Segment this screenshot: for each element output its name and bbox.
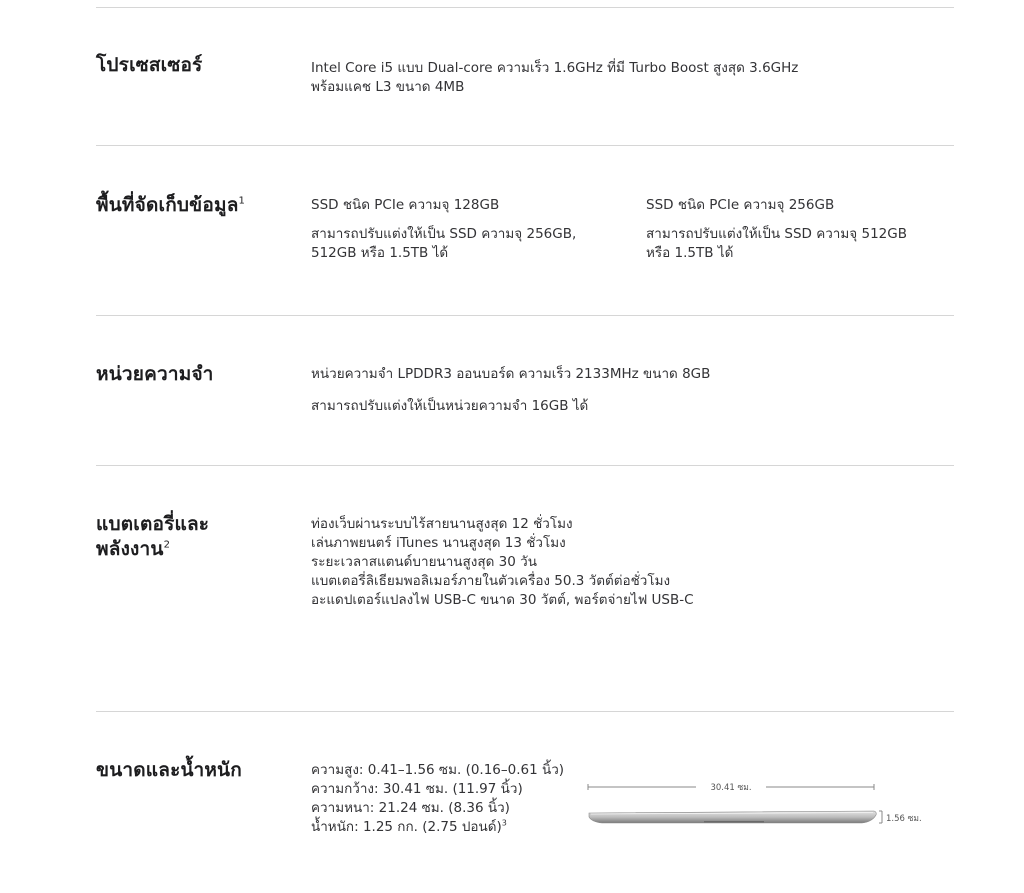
storage-option-2-title: SSD ชนิด PCIe ความจุ 256GB [646,197,835,213]
battery-heading-line-2: พลังงาน [96,538,164,560]
storage-heading-text: พื้นที่จัดเก็บข้อมูล [96,194,239,216]
storage-option-1-line-2: 512GB หรือ 1.5TB ได้ [311,245,449,261]
laptop-side-profile-diagram [586,758,946,838]
laptop-profile-icon [589,811,876,823]
memory-line-2: สามารถปรับแต่งให้เป็นหน่วยความจำ 16GB ได้ [311,398,589,414]
battery-footnote: 2 [163,539,171,551]
battery-item-capacity: แบตเตอรี่ลิเธียมพอลิเมอร์ภายในตัวเครื่อง 50.3 วัตต์ต่อชั่วโมง [311,573,671,589]
storage-option-1-line-1: สามารถปรับแต่งให้เป็น SSD ความจุ 256GB, [311,226,577,242]
divider-battery [96,465,954,466]
battery-item-standby: ระยะเวลาสแตนด์บายนานสูงสุด 30 วัน [311,554,537,570]
weight-footnote: 3 [501,818,507,828]
processor-line-1: Intel Core i5 แบบ Dual-core ความเร็ว 1.6GHz ที่มี Turbo Boost สูงสุด 3.6GHz [311,60,799,76]
storage-option-1 [311,196,631,263]
size-weight-value: น้ำหนัก: 1.25 กก. (2.75 ปอนด์) [311,819,502,835]
battery-heading-line-1: แบตเตอรี่และ [96,513,210,535]
height-dimension [879,811,922,824]
memory-details [311,365,931,416]
width-dimension [588,783,874,793]
battery-list [311,515,931,610]
storage-option-2-line-2: หรือ 1.5TB ได้ [646,245,734,261]
battery-heading [96,512,296,562]
divider-size [96,711,954,712]
size-depth: ความหนา: 21.24 ซม. (8.36 นิ้ว) [311,800,510,816]
height-dimension-label: 1.56 ซม. [886,814,922,824]
divider-memory [96,315,954,316]
width-dimension-label: 30.41 ซม. [710,783,752,793]
size-weight-list [311,761,591,837]
processor-details [311,59,931,97]
battery-heading-line-2-wrap [96,537,296,562]
storage-option-2-line-1: สามารถปรับแต่งให้เป็น SSD ความจุ 512GB [646,226,907,242]
size-weight-wrap [311,818,591,837]
storage-footnote: 1 [238,195,246,207]
battery-item-web: ท่องเว็บผ่านระบบไร้สายนานสูงสุด 12 ชั่วโมง [311,516,573,532]
divider-storage [96,145,954,146]
divider-top [96,7,954,8]
size-height: ความสูง: 0.41–1.56 ซม. (0.16–0.61 นิ้ว) [311,762,565,778]
storage-heading [96,193,306,218]
battery-item-movies: เล่นภาพยนตร์ iTunes นานสูงสุด 13 ชั่วโมง [311,535,566,551]
battery-item-adapter: อะแดปเตอร์แปลงไฟ USB-C ขนาด 30 วัตต์, พอร์ตจ่ายไฟ USB-C [311,592,694,608]
storage-option-2 [646,196,946,263]
storage-option-1-title: SSD ชนิด PCIe ความจุ 128GB [311,197,500,213]
size-width: ความกว้าง: 30.41 ซม. (11.97 นิ้ว) [311,781,523,797]
processor-heading: โปรเซสเซอร์ [96,54,203,76]
processor-line-2: พร้อมแคช L3 ขนาด 4MB [311,79,465,95]
memory-heading: หน่วยความจำ [96,363,214,385]
size-weight-heading: ขนาดและน้ำหนัก [96,759,242,781]
memory-line-1: หน่วยความจำ LPDDR3 ออนบอร์ด ความเร็ว 2133MHz ขนาด 8GB [311,366,711,382]
